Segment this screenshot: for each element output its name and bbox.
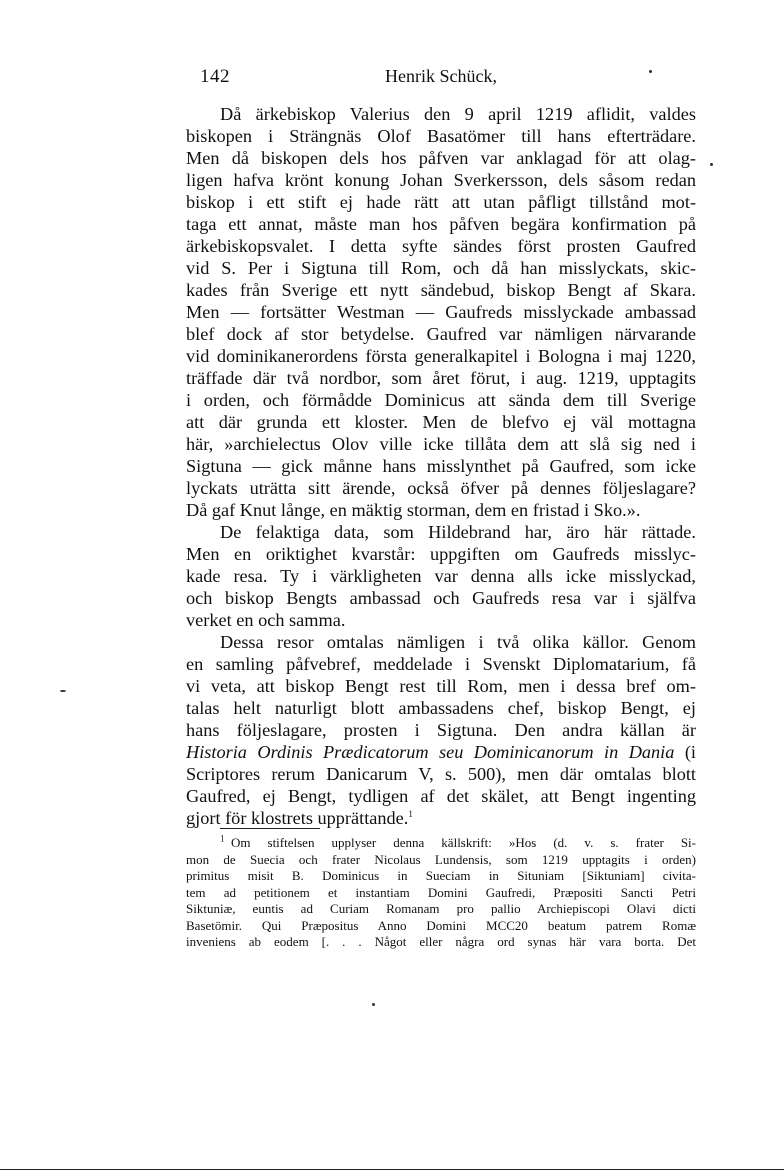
line-text: Men en oriktighet kvarstår: uppgiften om Gaufreds misslyc- — [186, 544, 696, 564]
text-line — [186, 411, 696, 433]
footnote-line — [186, 868, 696, 885]
line-text: (i — [674, 742, 696, 762]
text-line — [186, 213, 696, 235]
text-line — [186, 477, 696, 499]
main-text — [186, 103, 696, 829]
line-text: biskop i ett stift ej hade rätt att utan påfligt tillstånd mot- — [186, 192, 696, 212]
text-line — [186, 543, 696, 565]
line-text: De felaktiga data, som Hildebrand har, äro här rättade. — [220, 522, 696, 542]
text-line — [186, 587, 696, 609]
text-line — [186, 235, 696, 257]
text-line — [186, 279, 696, 301]
line-text: att där grunda ett kloster. Men de blefvo ej väl mottagna — [186, 412, 696, 432]
text-line — [186, 785, 696, 807]
footnote-line — [186, 901, 696, 918]
footnote-line-text: tem ad petitionem et instantiam Domini Gaufredi, Præpositi Sancti Petri — [186, 884, 696, 900]
line-text: gjort för klostrets upprättande. — [186, 808, 409, 828]
text-line — [186, 257, 696, 279]
text-line — [186, 741, 696, 763]
ink-speck — [710, 163, 713, 166]
footnote-line — [186, 885, 696, 902]
line-text: en samling påfvebref, meddelade i Svenskt Diplomatarium, få — [186, 654, 696, 674]
text-line — [186, 499, 696, 521]
text-line — [186, 653, 696, 675]
text-line — [186, 455, 696, 477]
ink-speck — [372, 1003, 375, 1006]
page-number: 142 — [200, 66, 230, 87]
text-line — [186, 345, 696, 367]
line-text: vid dominikanerordens första generalkapitel i Bologna i maj 1220, — [186, 346, 696, 366]
line-text: ärkebiskopsvalet. I detta syfte sändes först prosten Gaufred — [186, 236, 696, 256]
text-line — [186, 565, 696, 587]
line-text: här, »archielectus Olov ville icke tillåta dem att slå sig ned i — [186, 434, 696, 454]
line-text: talas helt naturligt blott ambassadens chef, biskop Bengt, ej — [186, 698, 696, 718]
footnote-line — [186, 852, 696, 869]
line-text: Då gaf Knut långe, en mäktig storman, dem en fristad i Sko.». — [186, 500, 641, 520]
line-text: Men — fortsätter Westman — Gaufreds misslyckade ambassad — [186, 302, 696, 322]
running-head-author: Henrik Schück, — [385, 66, 497, 86]
line-text: taga ett annat, måste man hos påfven begära konfirmation på — [186, 214, 696, 234]
text-line — [186, 675, 696, 697]
footnote-line-text: mon de Suecia och frater Nicolaus Lundensis, som 1219 upptagits i orden) — [186, 851, 696, 867]
text-line — [186, 301, 696, 323]
text-line — [186, 631, 696, 653]
footnote-marker: 1 — [408, 808, 413, 819]
text-line — [186, 125, 696, 147]
text-line — [186, 147, 696, 169]
text-line — [186, 763, 696, 785]
text-line — [186, 367, 696, 389]
footnote-line — [186, 835, 696, 852]
footnote-rule — [220, 828, 320, 829]
line-text: Scriptores rerum Danicarum V, s. 500), men där omtalas blott — [186, 764, 696, 784]
text-line — [186, 323, 696, 345]
line-text: ligen hafva krönt konung Johan Sverkersson, dels såsom redan — [186, 170, 696, 190]
ink-speck — [60, 690, 66, 692]
footnote-line-text: inveniens ab eodem [. . . Något eller några ord synas här vara borta. Det — [186, 934, 696, 949]
footnote-text — [186, 835, 696, 951]
line-text: lyckats uträtta sitt ärende, också öfver på dennes följeslagare? — [186, 478, 696, 498]
text-line — [186, 807, 696, 829]
text-line — [186, 433, 696, 455]
line-text: Då ärkebiskop Valerius den 9 april 1219 aflidit, valdes — [220, 104, 696, 124]
line-text: Dessa resor omtalas nämligen i två olika källor. Genom — [220, 632, 696, 652]
line-text: hans följeslagare, prosten i Sigtuna. Den andra källan är — [186, 720, 696, 740]
footnote-line-text: Om stiftelsen upplyser denna källskrift: »Hos (d. v. s. frater Si- — [231, 835, 696, 850]
line-text: biskopen i Strängnäs Olof Basatömer till hans efterträdare. — [186, 126, 696, 146]
line-text: och biskop Bengts ambassad och Gaufreds resa var i själfva — [186, 588, 696, 608]
line-text: Men då biskopen dels hos påfven var anklagad för att olag- — [186, 148, 696, 168]
line-text: träffade där två nordbor, som året förut, i aug. 1219, upptagits — [186, 368, 696, 388]
line-text: i orden, och förmådde Dominicus att sända dem till Sverige — [186, 390, 696, 410]
page-edge-line — [0, 1169, 784, 1170]
text-line — [186, 389, 696, 411]
line-text: vi veta, att biskop Bengt rest till Rom, men i dessa bref om- — [186, 676, 696, 696]
footnote-line — [186, 918, 696, 935]
line-text: Sigtuna — gick månne hans misslynthet på Gaufred, som icke — [186, 456, 696, 476]
text-line — [186, 521, 696, 543]
footnote-area — [186, 828, 696, 951]
text-line — [186, 169, 696, 191]
italic-title: Historia Ordinis Prædicatorum seu Dominicanorum in Dania — [186, 742, 675, 762]
line-text: blef dock af stor betydelse. Gaufred var nämligen närvarande — [186, 324, 696, 344]
line-text: kade resa. Ty i värkligheten var denna alls icke misslyckad, — [186, 566, 696, 586]
line-text: verket en och samma. — [186, 610, 346, 630]
line-text: vid S. Per i Sigtuna till Rom, och då han misslyckats, skic- — [186, 258, 696, 278]
ink-speck — [649, 70, 652, 73]
text-line — [186, 609, 696, 631]
line-text: kades från Sverige ett nytt sändebud, biskop Bengt af Skara. — [186, 280, 696, 300]
text-line — [186, 103, 696, 125]
text-line — [186, 191, 696, 213]
footnote-line-text: Basetömir. Qui Præpositus Anno Domini MCC20 beatum patrem Romæ — [186, 917, 696, 933]
running-header — [186, 66, 696, 92]
footnote-line — [186, 934, 696, 951]
footnote-line-text: Siktuniæ, euntis ad Curiam Romanam pro pallio Archiepiscopi Olavi dicti — [186, 901, 696, 916]
footnote-line-text: primitus misit B. Dominicus in Sueciam in Situniam [Siktuniam] civita- — [186, 868, 696, 883]
footnote-number: 1 — [220, 835, 225, 844]
text-line — [186, 719, 696, 741]
text-line — [186, 697, 696, 719]
line-text: Gaufred, ej Bengt, tydligen af det skälet, att Bengt ingenting — [186, 786, 696, 806]
